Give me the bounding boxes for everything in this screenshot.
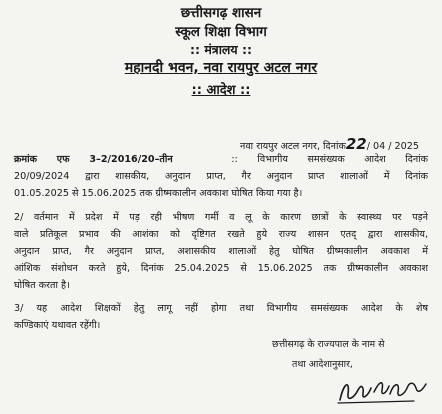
paragraph-3: 3/ यह आदेश शिक्षकों हेतु लागू नहीं होगा तथा विभागीय समसंख्यक आदेश के शेष कण्डिकाएं यथावत रहेंगी। (14, 303, 428, 331)
paragraph-2: 2/ वर्तमान में प्रदेश में पड़ रही भीषण गर्मी व लू के कारण छात्रों के स्वास्थ्य पर पड़ने वाले प्रतिकूल प्रभाव की आशंका को दृष्टिगत रखते हुये राज्य शासन एतद् द्वारा शासकीय, अनुदान प्राप्त, गैर अनुदान प्राप्त, अशासकीय शालाओं हेतु घोषित ग्रीष्मकालीन अवकाश में आंशिक संशोधन करते हुये, दिनांक 25.04.2025 से 15.06.2025 तक ग्रीष्मकालीन अवकाश घोषित करता है। (14, 212, 428, 291)
signoff-line-2: तथा आदेशानुसार, (292, 359, 353, 370)
paragraph-1: क्रमांक एफ 3–2/2016/20–तीन :: विभागीय समसंख्यक आदेश दिनांक 20/09/2024 द्वारा शासकीय, अनुदान प्राप्त, गैर अनुदान प्राप्त शालाओं में दिनांक 01.05.2025 से 15.06.2025 तक ग्रीष्मकालीन अवकाश घोषित किया गया है। (14, 154, 429, 199)
handwritten-day: 22 (345, 135, 367, 153)
date-line: नवा रायपुर अटल नगर, दिनांक22/ 04 / 2025 (240, 135, 419, 153)
govt-name: छत्तीसगढ़ शासन (180, 5, 262, 21)
address-line: महानदी भवन, नवा रायपुर अटल नगर (124, 60, 318, 76)
handwritten-signature (334, 372, 434, 406)
order-number: क्रमांक एफ 3–2/2016/20–तीन (14, 154, 173, 165)
ministry-label: :: मंत्रालय :: (189, 42, 253, 57)
department-name: स्कूल शिक्षा विभाग (175, 24, 267, 40)
order-heading: :: आदेश :: (191, 83, 251, 98)
signoff-line-1: छत्तीसगढ़ के राज्यपाल के नाम से (272, 339, 385, 350)
